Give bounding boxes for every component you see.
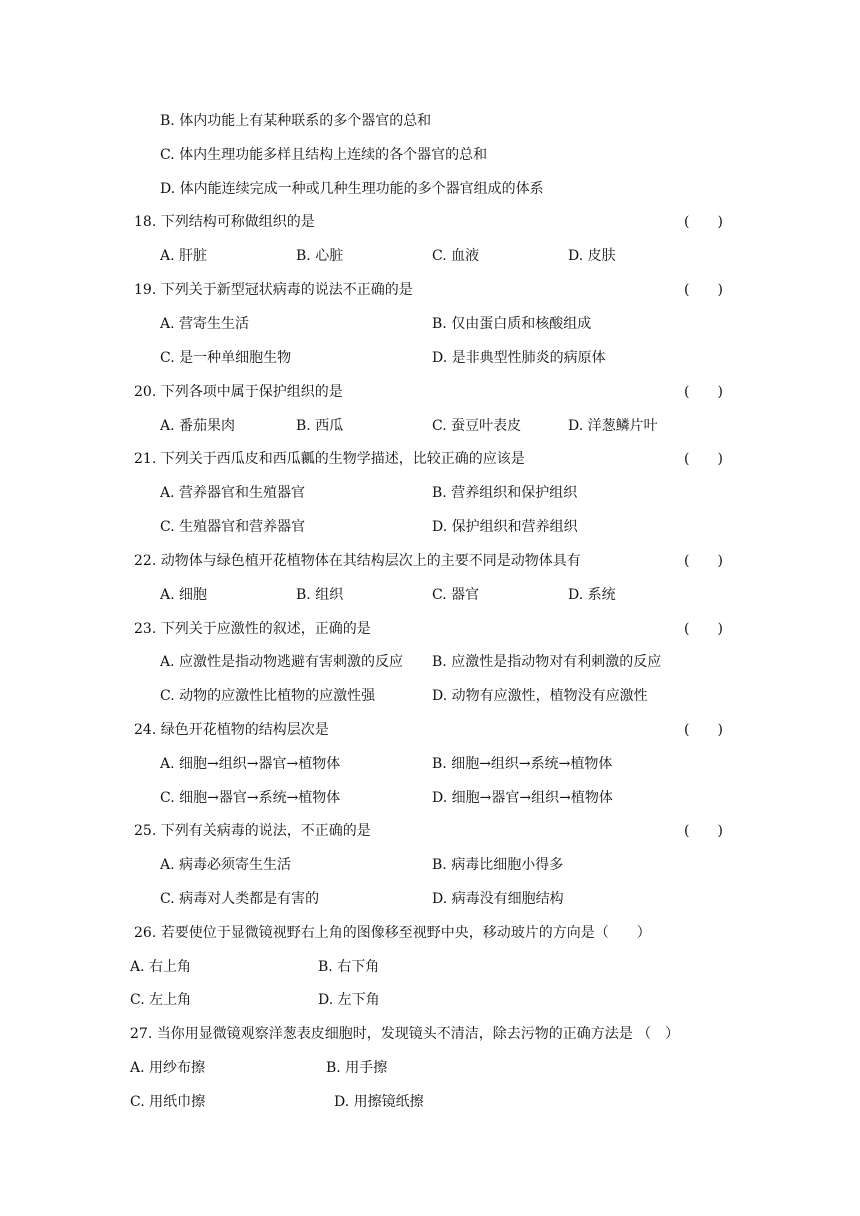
- q21-option-c: C. 生殖器官和营养器官: [160, 519, 306, 535]
- q24-option-b: B. 细胞→组织→系统→植物体: [432, 756, 613, 772]
- q22-option-b: B. 组织: [296, 587, 344, 603]
- q26-stem: 26. 若要使位于显微镜视野右上角的图像移至视野中央，移动玻片的方向是（ ）: [134, 925, 651, 941]
- q21-answer-bracket: ( ): [684, 451, 723, 467]
- q27-option-a: A. 用纱布擦: [130, 1060, 206, 1076]
- q25-option-a: A. 病毒必须寄生生活: [160, 857, 292, 873]
- q26-option-a: A. 右上角: [130, 959, 192, 975]
- q22-option-d: D. 系统: [568, 587, 616, 603]
- q19-option-b: B. 仅由蛋白质和核酸组成: [432, 316, 592, 332]
- q22-answer-bracket: ( ): [684, 553, 723, 569]
- q22-option-a: A. 细胞: [160, 587, 208, 603]
- q23-stem: 23. 下列关于应激性的叙述，正确的是: [134, 621, 371, 637]
- q18-option-b: B. 心脏: [296, 248, 344, 264]
- q24-stem: 24. 绿色开花植物的结构层次是: [134, 722, 329, 738]
- q18-option-c: C. 血液: [432, 248, 480, 264]
- q25-stem: 25. 下列有关病毒的说法，不正确的是: [134, 823, 371, 839]
- q23-option-d: D. 动物有应激性，植物没有应激性: [432, 688, 648, 704]
- q23-option-a: A. 应激性是指动物逃避有害刺激的反应: [160, 654, 404, 670]
- q26-option-b: B. 右下角: [318, 959, 380, 975]
- q21-option-a: A. 营养器官和生殖器官: [160, 485, 306, 501]
- q23-option-b: B. 应激性是指动物对有利刺激的反应: [432, 654, 662, 670]
- q21-option-b: B. 营养组织和保护组织: [432, 485, 578, 501]
- q17-option-b: B. 体内功能上有某种联系的多个器官的总和: [160, 113, 432, 129]
- q25-answer-bracket: ( ): [684, 823, 723, 839]
- q19-option-a: A. 营寄生生活: [160, 316, 250, 332]
- q18-option-d: D. 皮肤: [568, 248, 616, 264]
- q20-option-c: C. 蚕豆叶表皮: [432, 418, 522, 434]
- q20-option-b: B. 西瓜: [296, 418, 344, 434]
- q24-answer-bracket: ( ): [684, 722, 723, 738]
- q25-option-d: D. 病毒没有细胞结构: [432, 891, 564, 907]
- q19-option-d: D. 是非典型性肺炎的病原体: [432, 350, 606, 366]
- q19-option-c: C. 是一种单细胞生物: [160, 350, 292, 366]
- q24-option-a: A. 细胞→组织→器官→植物体: [160, 756, 341, 772]
- q19-answer-bracket: ( ): [684, 282, 723, 298]
- q20-option-d: D. 洋葱鳞片叶: [568, 418, 658, 434]
- q26-option-c: C. 左上角: [130, 992, 192, 1008]
- q23-answer-bracket: ( ): [684, 621, 723, 637]
- q25-option-c: C. 病毒对人类都是有害的: [160, 891, 320, 907]
- q21-stem: 21. 下列关于西瓜皮和西瓜瓤的生物学描述，比较正确的应该是: [134, 451, 525, 467]
- q20-stem: 20. 下列各项中属于保护组织的是: [134, 384, 343, 400]
- q19-stem: 19. 下列关于新型冠状病毒的说法不正确的是: [134, 282, 413, 298]
- q17-option-c: C. 体内生理功能多样且结构上连续的各个器官的总和: [160, 147, 488, 163]
- q27-option-b: B. 用手擦: [326, 1060, 388, 1076]
- q26-option-d: D. 左下角: [318, 992, 380, 1008]
- q27-option-d: D. 用擦镜纸擦: [334, 1094, 424, 1110]
- q23-option-c: C. 动物的应激性比植物的应激性强: [160, 688, 376, 704]
- q25-option-b: B. 病毒比细胞小得多: [432, 857, 564, 873]
- q18-answer-bracket: ( ): [684, 214, 723, 230]
- q22-option-c: C. 器官: [432, 587, 480, 603]
- q17-option-d: D. 体内能连续完成一种或几种生理功能的多个器官组成的体系: [160, 181, 544, 197]
- q21-option-d: D. 保护组织和营养组织: [432, 519, 578, 535]
- q20-option-a: A. 番茄果肉: [160, 418, 236, 434]
- q18-stem: 18. 下列结构可称做组织的是: [134, 214, 315, 230]
- q27-option-c: C. 用纸巾擦: [130, 1094, 206, 1110]
- q24-option-d: D. 细胞→器官→组织→植物体: [432, 790, 613, 806]
- q22-stem: 22. 动物体与绿色植开花植物体在其结构层次上的主要不同是动物体具有: [134, 553, 581, 569]
- q18-option-a: A. 肝脏: [160, 248, 208, 264]
- q24-option-c: C. 细胞→器官→系统→植物体: [160, 790, 341, 806]
- q27-stem: 27. 当你用显微镜观察洋葱表皮细胞时，发现镜头不清洁，除去污物的正确方法是 （ ）: [130, 1026, 680, 1042]
- q20-answer-bracket: ( ): [684, 384, 723, 400]
